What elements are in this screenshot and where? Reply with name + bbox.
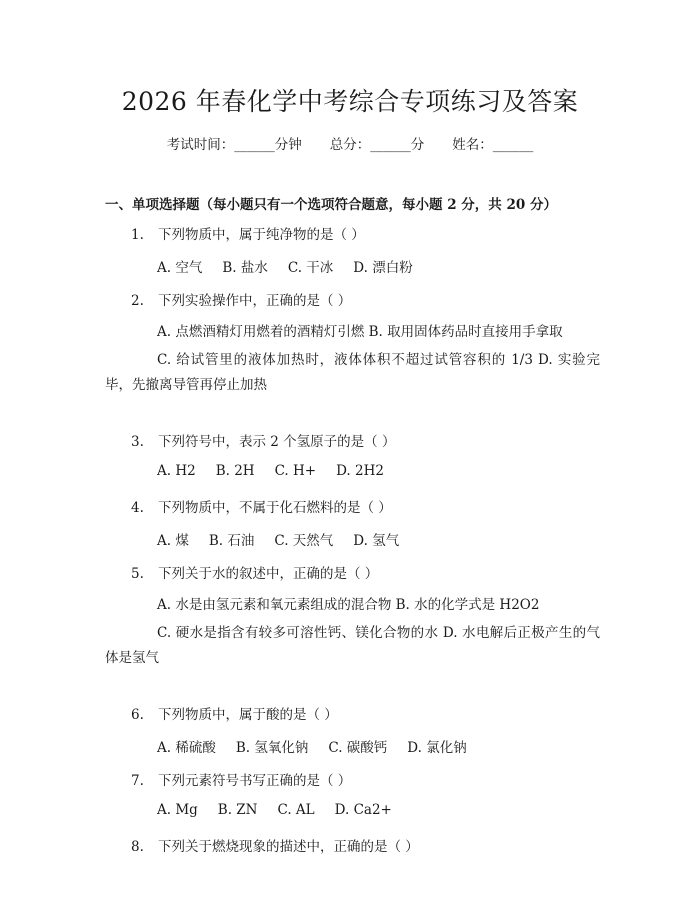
question-1-options	[157, 256, 413, 276]
question-text: 下列关于水的叙述中，正确的是（ ）	[158, 566, 379, 582]
option-b: B. ZN	[217, 802, 258, 818]
question-number: 3.	[131, 434, 144, 450]
question-2	[131, 289, 351, 309]
question-8	[131, 835, 419, 855]
question-5-options-line2: C. 硬水是指含有较多可溶性钙、镁化合物的水 D. 水电解后正极产生的气体是氢气	[105, 625, 600, 666]
option-c: C. 碳酸钙	[328, 740, 388, 756]
page-title: 2026 年春化学中考综合专项练习及答案	[121, 87, 579, 116]
question-text: 下列关于燃烧现象的描述中，正确的是（ ）	[158, 839, 419, 855]
option-b: B. 盐水	[222, 260, 268, 276]
question-text: 下列符号中，表示 2 个氢原子的是（ ）	[158, 434, 396, 450]
option-d: D. 漂白粉	[353, 260, 413, 276]
question-1	[131, 223, 365, 243]
option-a: A. H2	[157, 463, 196, 479]
question-text: 下列物质中，属于酸的是（ ）	[158, 707, 338, 723]
exam-info	[0, 133, 700, 153]
question-number: 6.	[131, 707, 144, 723]
option-b: B. 2H	[215, 463, 255, 479]
question-7-options	[157, 802, 392, 818]
question-4	[131, 496, 392, 516]
question-number: 2.	[131, 293, 144, 309]
question-7	[131, 769, 351, 789]
question-number: 1.	[131, 227, 144, 243]
option-a: A. 煤	[157, 533, 189, 549]
question-3-options	[157, 463, 384, 479]
question-6	[131, 703, 338, 723]
question-number: 8.	[131, 839, 144, 855]
exam-score-field: 总分：______分	[329, 137, 425, 153]
question-2-options-line2: C. 给试管里的液体加热时，液体体积不超过试管容积的 1/3 D. 实验完毕，先撤离导管再停止加热	[105, 352, 600, 393]
question-4-options	[157, 529, 399, 549]
exam-time-field: 考试时间：______分钟	[166, 137, 302, 153]
option-c: C. AL	[277, 802, 315, 818]
option-a: A. 空气	[157, 260, 203, 276]
question-5-options-line1: A. 水是由氢元素和氧元素组成的混合物 B. 水的化学式是 H2O2	[157, 597, 540, 613]
option-c: C. H+	[274, 463, 317, 479]
option-d: D. 氯化钠	[407, 740, 467, 756]
question-number: 5.	[131, 566, 144, 582]
question-2-options-line1: A. 点燃酒精灯用燃着的酒精灯引燃 B. 取用固体药品时直接用手拿取	[157, 324, 563, 340]
section-heading: 一、单项选择题（每小题只有一个选项符合题意，每小题 2 分，共 20 分）	[105, 197, 557, 213]
option-c: C. 天然气	[274, 533, 334, 549]
option-c: C. 干冰	[287, 260, 334, 276]
option-b: B. 氢氧化钠	[235, 740, 309, 756]
question-text: 下列元素符号书写正确的是（ ）	[158, 773, 352, 789]
question-3	[131, 430, 395, 450]
question-number: 4.	[131, 500, 144, 516]
question-text: 下列实验操作中，正确的是（ ）	[158, 293, 352, 309]
question-text: 下列物质中，不属于化石燃料的是（ ）	[158, 500, 392, 516]
option-a: A. 稀硫酸	[157, 740, 216, 756]
exam-name-field: 姓名：______	[452, 137, 534, 153]
option-d: D. Ca2+	[334, 802, 392, 818]
option-d: D. 氢气	[353, 533, 400, 549]
option-b: B. 石油	[208, 533, 255, 549]
question-number: 7.	[131, 773, 144, 789]
option-a: A. Mg	[157, 802, 198, 818]
question-text: 下列物质中，属于纯净物的是（ ）	[158, 227, 365, 243]
question-6-options	[157, 736, 467, 756]
option-d: D. 2H2	[336, 463, 384, 479]
question-5	[131, 562, 378, 582]
